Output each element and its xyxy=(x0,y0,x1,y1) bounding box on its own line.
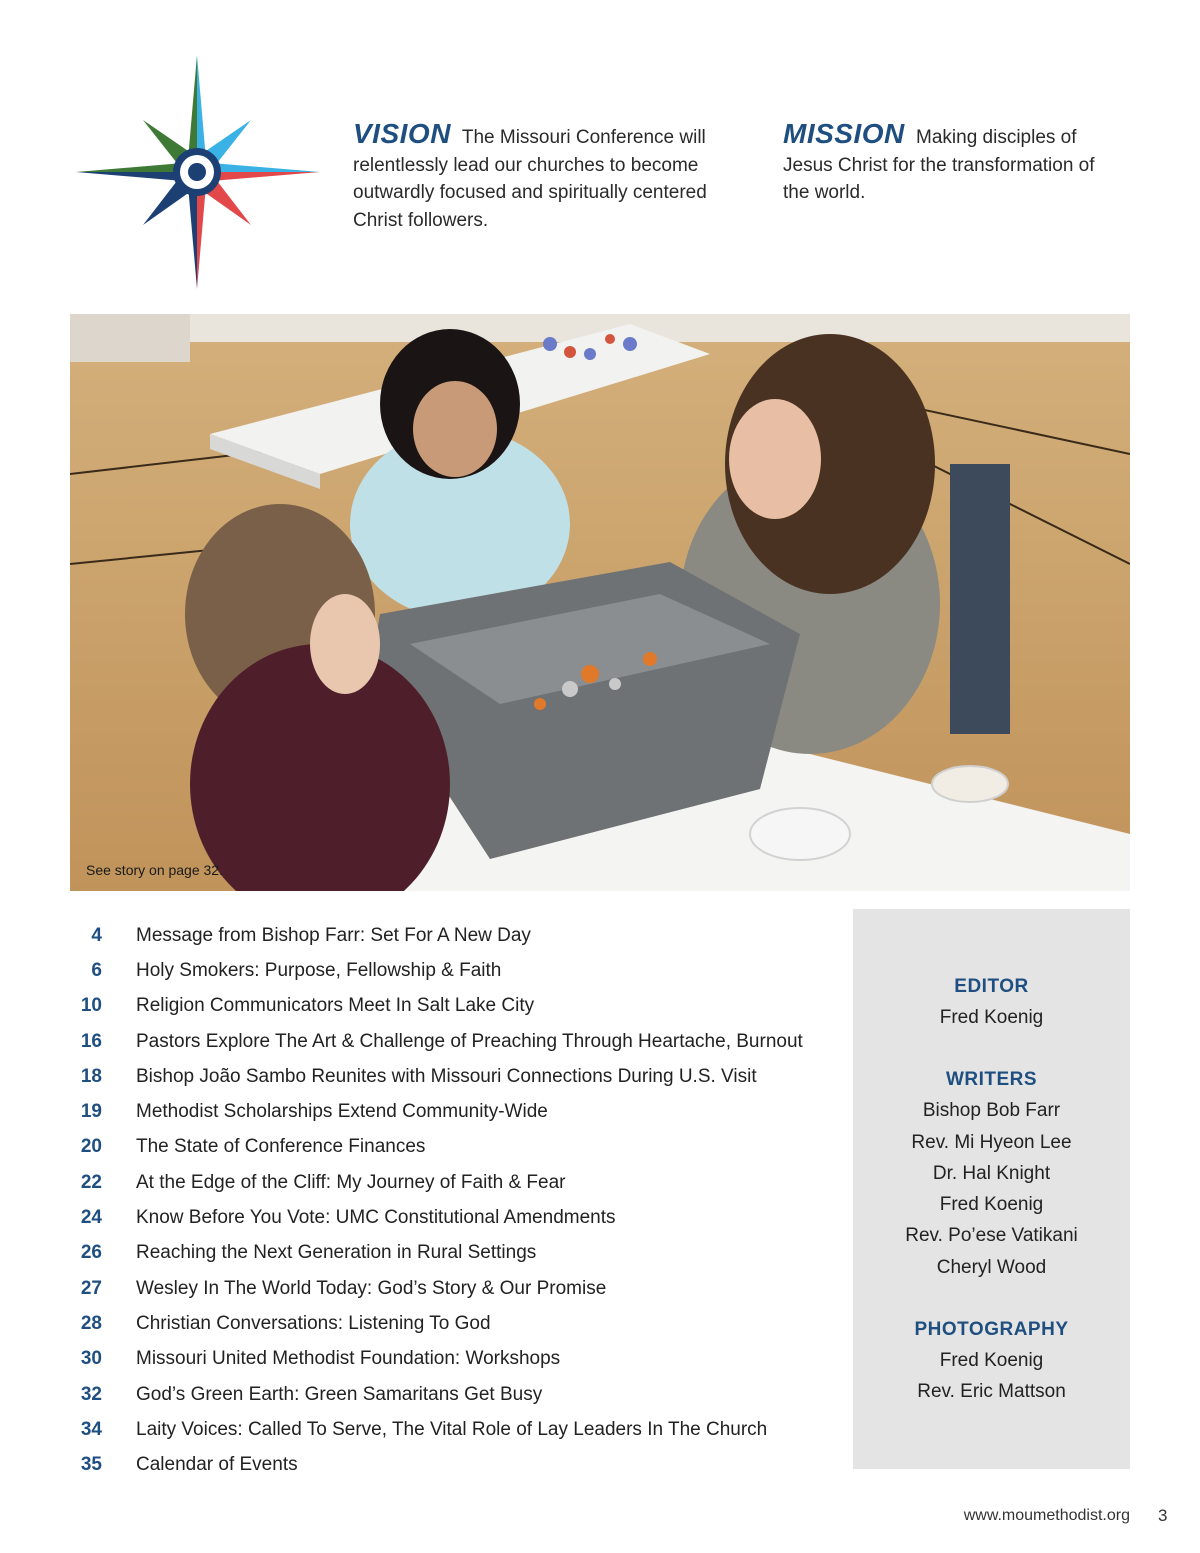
toc-page-number: 28 xyxy=(80,1312,102,1334)
toc-title: Pastors Explore The Art & Challenge of Preaching Through Heartache, Burnout xyxy=(136,1030,803,1052)
writer-name: Fred Koenig xyxy=(939,1194,1044,1216)
toc-page-number: 18 xyxy=(80,1065,102,1087)
toc-row[interactable] xyxy=(70,953,840,988)
toc-title: Christian Conversations: Listening To God xyxy=(136,1312,491,1334)
toc-title: Missouri United Methodist Foundation: Workshops xyxy=(136,1348,561,1370)
toc-page-number: 30 xyxy=(80,1348,102,1370)
toc-page-number: 26 xyxy=(80,1242,102,1264)
editor-heading: EDITOR xyxy=(954,976,1029,997)
writer-name: Cheryl Wood xyxy=(936,1256,1047,1278)
toc-page-number: 20 xyxy=(80,1136,102,1158)
page-number: 3 xyxy=(1158,1506,1168,1525)
toc-title: The State of Conference Finances xyxy=(136,1136,426,1158)
toc-title: God’s Green Earth: Green Samaritans Get Busy xyxy=(136,1383,543,1405)
toc-page-number: 35 xyxy=(80,1454,102,1476)
toc-title: Message from Bishop Farr: Set For A New Day xyxy=(136,924,531,946)
toc-row[interactable] xyxy=(70,918,840,953)
toc-row[interactable] xyxy=(70,1024,840,1059)
toc-page-number: 6 xyxy=(91,959,102,981)
mission-heading: MISSION xyxy=(783,118,905,149)
toc-title: Reaching the Next Generation in Rural Settings xyxy=(136,1242,537,1264)
toc-row[interactable] xyxy=(70,1271,840,1306)
toc-page-number: 10 xyxy=(80,995,102,1017)
mission-statement xyxy=(783,120,1113,207)
toc-title: Bishop João Sambo Reunites with Missouri Connections During U.S. Visit xyxy=(136,1065,757,1087)
toc-title: Religion Communicators Meet In Salt Lake City xyxy=(136,995,535,1017)
toc-page-number: 32 xyxy=(80,1383,102,1405)
vision-statement xyxy=(353,120,743,234)
writers-heading: WRITERS xyxy=(945,1069,1038,1091)
writer-name: Bishop Bob Farr xyxy=(922,1100,1061,1122)
compass-star-icon xyxy=(76,55,320,291)
website-link[interactable]: www.moumethodist.org xyxy=(963,1507,1130,1524)
editor-group xyxy=(853,971,1130,1033)
toc-row[interactable] xyxy=(70,1059,840,1094)
toc-row[interactable] xyxy=(70,1412,840,1447)
toc-page-number: 16 xyxy=(80,1030,102,1052)
writer-name: Rev. Po’ese Vatikani xyxy=(905,1225,1078,1247)
photographer-name: Fred Koenig xyxy=(939,1350,1044,1372)
toc-title: Holy Smokers: Purpose, Fellowship & Faith xyxy=(136,959,502,981)
toc-row[interactable] xyxy=(70,1342,840,1377)
writer-name: Dr. Hal Knight xyxy=(932,1162,1051,1184)
mission-text: Making disciples of Jesus Christ for the transformation of the world. xyxy=(783,127,1095,203)
toc-row[interactable] xyxy=(70,1094,840,1129)
toc-title: Methodist Scholarships Extend Community-Wide xyxy=(136,1101,548,1123)
photography-heading: PHOTOGRAPHY xyxy=(914,1319,1069,1341)
vision-text: The Missouri Conference will relentlessly lead our churches to become outwardly focused and spiritually centered Christ followers. xyxy=(353,127,707,231)
photo-caption: See story on page 32. xyxy=(86,862,223,878)
table-of-contents xyxy=(70,918,840,1483)
toc-row[interactable] xyxy=(70,1306,840,1341)
toc-row[interactable] xyxy=(70,1236,840,1271)
toc-title: Know Before You Vote: UMC Constitutional Amendments xyxy=(136,1207,616,1229)
writer-name: Rev. Mi Hyeon Lee xyxy=(911,1131,1072,1153)
toc-title: Laity Voices: Called To Serve, The Vital Role of Lay Leaders In The Church xyxy=(136,1418,768,1440)
toc-row[interactable] xyxy=(70,1200,840,1235)
toc-row[interactable] xyxy=(70,1377,840,1412)
toc-row[interactable] xyxy=(70,989,840,1024)
toc-page-number: 24 xyxy=(80,1207,102,1229)
toc-page-number: 19 xyxy=(80,1101,102,1123)
toc-page-number: 27 xyxy=(80,1277,102,1299)
toc-title: Calendar of Events xyxy=(136,1454,298,1476)
vision-heading: VISION xyxy=(353,118,451,149)
toc-title: At the Edge of the Cliff: My Journey of Faith & Fear xyxy=(136,1171,566,1193)
cover-photo xyxy=(70,314,1130,891)
toc-row[interactable] xyxy=(70,1165,840,1200)
editor-name: Fred Koenig xyxy=(939,1007,1044,1028)
staff-credits-box xyxy=(853,909,1130,1469)
toc-title: Wesley In The World Today: God’s Story & Our Promise xyxy=(136,1277,607,1299)
toc-row[interactable] xyxy=(70,1447,840,1482)
photographer-name: Rev. Eric Mattson xyxy=(917,1381,1066,1403)
photography-group xyxy=(853,1314,1130,1408)
toc-page-number: 34 xyxy=(80,1418,102,1440)
toc-row[interactable] xyxy=(70,1130,840,1165)
writers-group xyxy=(853,1064,1130,1283)
toc-page-number: 4 xyxy=(91,924,102,946)
toc-page-number: 22 xyxy=(80,1171,102,1193)
